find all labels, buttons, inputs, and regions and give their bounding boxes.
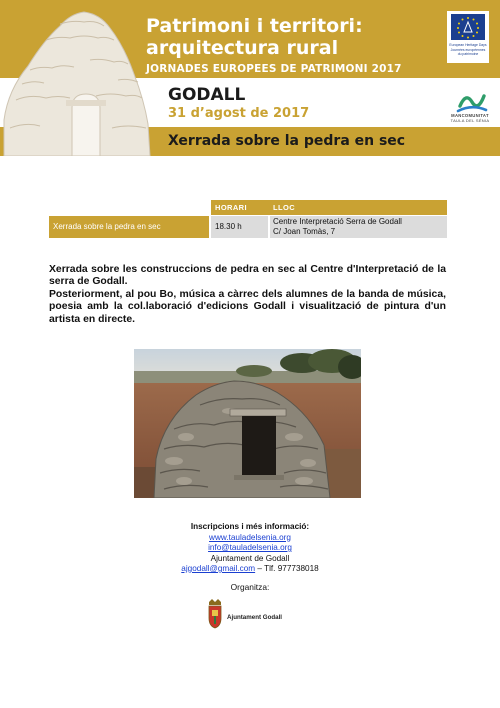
location-line2: C/ Joan Tomàs, 7	[273, 227, 336, 236]
organizer-label: Organitza:	[230, 582, 270, 592]
event-place: GODALL	[168, 85, 246, 105]
website-link[interactable]: www.tauladelsenia.org	[209, 532, 291, 542]
contact-email-phone	[130, 564, 370, 575]
info-email-link[interactable]: info@tauladelsenia.org	[208, 543, 292, 552]
contact-info	[130, 522, 370, 575]
location-cell	[270, 216, 447, 238]
eu-logo-line1: European Heritage Days	[449, 43, 487, 47]
ajgodall-email-link[interactable]: ajgodall@gmail.com	[181, 564, 256, 573]
stone-hut-photo	[134, 349, 361, 498]
european-heritage-days-logo	[447, 11, 489, 63]
column-header-lloc: LLOC	[273, 203, 296, 212]
header-title-line2: arquitectura rural	[146, 37, 339, 59]
schedule-table-header	[211, 200, 447, 215]
table-row	[49, 216, 447, 238]
header-subtitle: JORNADES EUROPEES DE PATRIMONI 2017	[146, 63, 402, 75]
description-paragraph2: Posteriorment, al pou Bo, música a càrrec dels alumnes de la banda de música, poesia amb la col.laboració d'edicions Godall i visualització de pintura d'un artista en directe.	[49, 288, 446, 325]
location-line1: Centre Interpretació Serra de Godall	[273, 217, 402, 226]
contact-organization: Ajuntament de Godall	[210, 553, 290, 563]
ajuntament-godall-logo-text: Ajuntament Godall	[227, 614, 283, 621]
talk-title: Xerrada sobre la pedra en sec	[168, 133, 406, 149]
contact-heading: Inscripcions i més informació:	[190, 522, 310, 531]
stone-hut-illustration	[0, 0, 165, 156]
activity-time: 18.30 h	[215, 222, 242, 231]
eu-logo-line2: Journées européennes	[450, 48, 486, 52]
event-description	[49, 264, 446, 326]
activity-name: Xerrada sobre la pedra en sec	[53, 222, 161, 231]
mancomunitat-logo-line2: TAULA DEL SÉNIA	[450, 118, 490, 123]
header-title-line1: Patrimoni i territori:	[146, 15, 363, 37]
event-date: 31 d’agost de 2017	[168, 106, 310, 121]
activity-cell	[49, 216, 209, 238]
header-banner	[0, 0, 500, 156]
eu-logo-line3: du patrimoine	[457, 52, 479, 56]
column-header-horari: HORARI	[215, 203, 247, 212]
contact-phone: – Tlf. 977738018	[255, 564, 319, 573]
eu-flag-icon	[451, 14, 485, 40]
time-cell	[211, 216, 268, 238]
description-paragraph1: Xerrada sobre les construccions de pedra en sec al Centre d'Interpretació de la serra de Godall.	[49, 264, 446, 288]
mancomunitat-logo-line1: MANCOMUNITAT	[451, 113, 489, 118]
